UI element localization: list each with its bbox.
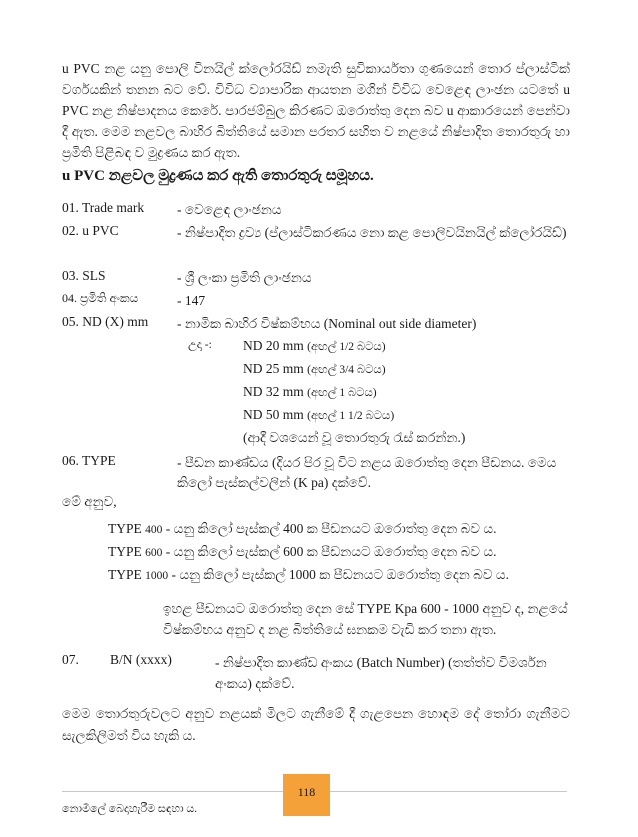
- example-size: ND 25 mm: [243, 361, 304, 376]
- example-item: [243, 338, 386, 354]
- batch-code: B/N (xxxx): [110, 652, 172, 667]
- type-text: - යනු කිලෝ පැස්කල් 1000 ක පීඩනයට ඔරොත්තු දෙන බව ය.: [171, 567, 509, 582]
- type-line: [108, 544, 568, 560]
- example-footnote: (ආදී වශයෙන් වූ තොරතුරු රැස් කරන්න.): [243, 430, 466, 445]
- type-value: 1000: [145, 570, 169, 582]
- type-value: 400: [145, 524, 163, 536]
- row-desc-batch-number: - නිෂ්පාදිත කාණ්ඩ අංකය (Batch Number) (තත්ත්ව විමර්ශන අංකය) දක්වේ.: [215, 655, 547, 691]
- row-desc-upvc: - නිෂ්පාදිත ද්‍රව්‍ය (ප්ලාස්ටිකරණය නො කළ පොලිවයිනයිල් ක්ලෝරයිඩ්): [177, 225, 567, 240]
- example-size: ND 32 mm: [243, 384, 304, 399]
- example-item: [243, 384, 377, 400]
- row-desc-type: - පීඩන කාණ්ඩය (දියර පිර වූ විට නළය ඔරොත්තු දෙන පීඩනය. මෙය කිලෝ පැස්කල්වලින් (K pa) දක්වේ.: [177, 455, 557, 490]
- example-note: (අඟල් 1 1/2 බටය): [307, 410, 395, 422]
- footer-text: නොමිලේ බෙදාහැරීම සඳහා ය.: [62, 803, 198, 815]
- type-line: [108, 521, 568, 537]
- row-label-nominal-diameter: 05. ND (X) mm: [62, 314, 149, 329]
- type-name: TYPE: [108, 521, 142, 536]
- row-label-sls: 03. SLS: [62, 268, 106, 283]
- page-number: 118: [283, 774, 330, 816]
- row-label-trade-mark: 01. Trade mark: [62, 200, 145, 215]
- type-name: TYPE: [108, 567, 142, 582]
- row-label-upvc: 02. u PVC: [62, 223, 119, 238]
- row-desc-sls: - ශ්‍රී ලංකා ප්‍රමිති ලාංඡනය: [177, 270, 312, 285]
- pressure-note: ඉහළ පීඩනයට ඔරොත්තු දෙන සේ TYPE Kpa 600 - 1000 අනුව ද, නළයේ විෂ්කම්භය අනුව ද නළ බිත්තියේ ඝනකම වැඩි කර තනා ඇත.: [163, 601, 568, 637]
- type-value: 600: [145, 547, 163, 559]
- example-size: ND 50 mm: [243, 407, 304, 422]
- closing-paragraph: මෙම තොරතුරුවලට අනුව නළයක් මිලට ගැනීමේ දී ගැළපෙන හොඳම දේ තෝරා ගැනීමට සැලකිලිමත් විය හැකි ය.: [62, 706, 570, 743]
- row-label-standard-number: 04. ප්‍රමිති අංකය: [62, 291, 139, 305]
- example-note: (අඟල් 1 බටය): [307, 387, 377, 399]
- accordingly-label: මේ අනුව,: [62, 494, 117, 509]
- section-heading: u PVC නළවල මුද්‍රණය කර ඇති තොරතුරු සමූහය.: [62, 168, 374, 184]
- row-desc-trade-mark: - වෙළෙඳ ලාංඡනය: [177, 202, 282, 217]
- row-label-batch-number: 07.: [62, 652, 79, 667]
- type-text: - යනු කිලෝ පැස්කල් 600 ක පීඩනයට ඔරොත්තු දෙන බව ය.: [165, 544, 497, 559]
- row-desc-standard-number: - 147: [177, 293, 206, 308]
- example-note: (අඟල් 1/2 බටය): [307, 341, 386, 353]
- row-label-type: 06. TYPE: [62, 453, 116, 468]
- example-note: (අඟල් 3/4 බටය): [307, 364, 386, 376]
- example-size: ND 20 mm: [243, 338, 304, 353]
- type-text: - යනු කිලෝ පැස්කල් 400 ක පීඩනයට ඔරොත්තු දෙන බව ය.: [165, 521, 497, 536]
- example-prefix: උදා -:: [188, 339, 212, 351]
- example-item: [243, 407, 394, 423]
- type-name: TYPE: [108, 544, 142, 559]
- intro-paragraph: u PVC නළ යනු පොලි විනයිල් ක්ලෝරයිඩ් නමැති සුවිකාර්යතා ගුණයෙන් තොර ප්ලාස්ටික් වර්ගයකින් තනන බට වේ. විවිධ ව්‍යාපාරික ආයතන මගින් විවිධ වෙළෙඳ ලාංඡන යටතේ u PVC නළ නිෂ්පාදනය කෙරේ. පාරජම්බුල කිරණට ඔරොත්තු දෙන බව u ආකාරයෙන් පෙන්වා දී ඇත. මෙම නළවල බාහිර බිත්තියේ සමාන පරතර සහිත ව නළයේ නිෂ්පාදිත තොරතුරු හා ප්‍රමිති පිළිබඳ ව මුද්‍රණය කර ඇත.: [62, 61, 570, 160]
- row-desc-nominal-diameter: - නාමික බාහිර විෂ්කම්භය (Nominal out side diameter): [177, 316, 477, 331]
- example-item: [243, 361, 386, 377]
- type-line: [108, 567, 568, 583]
